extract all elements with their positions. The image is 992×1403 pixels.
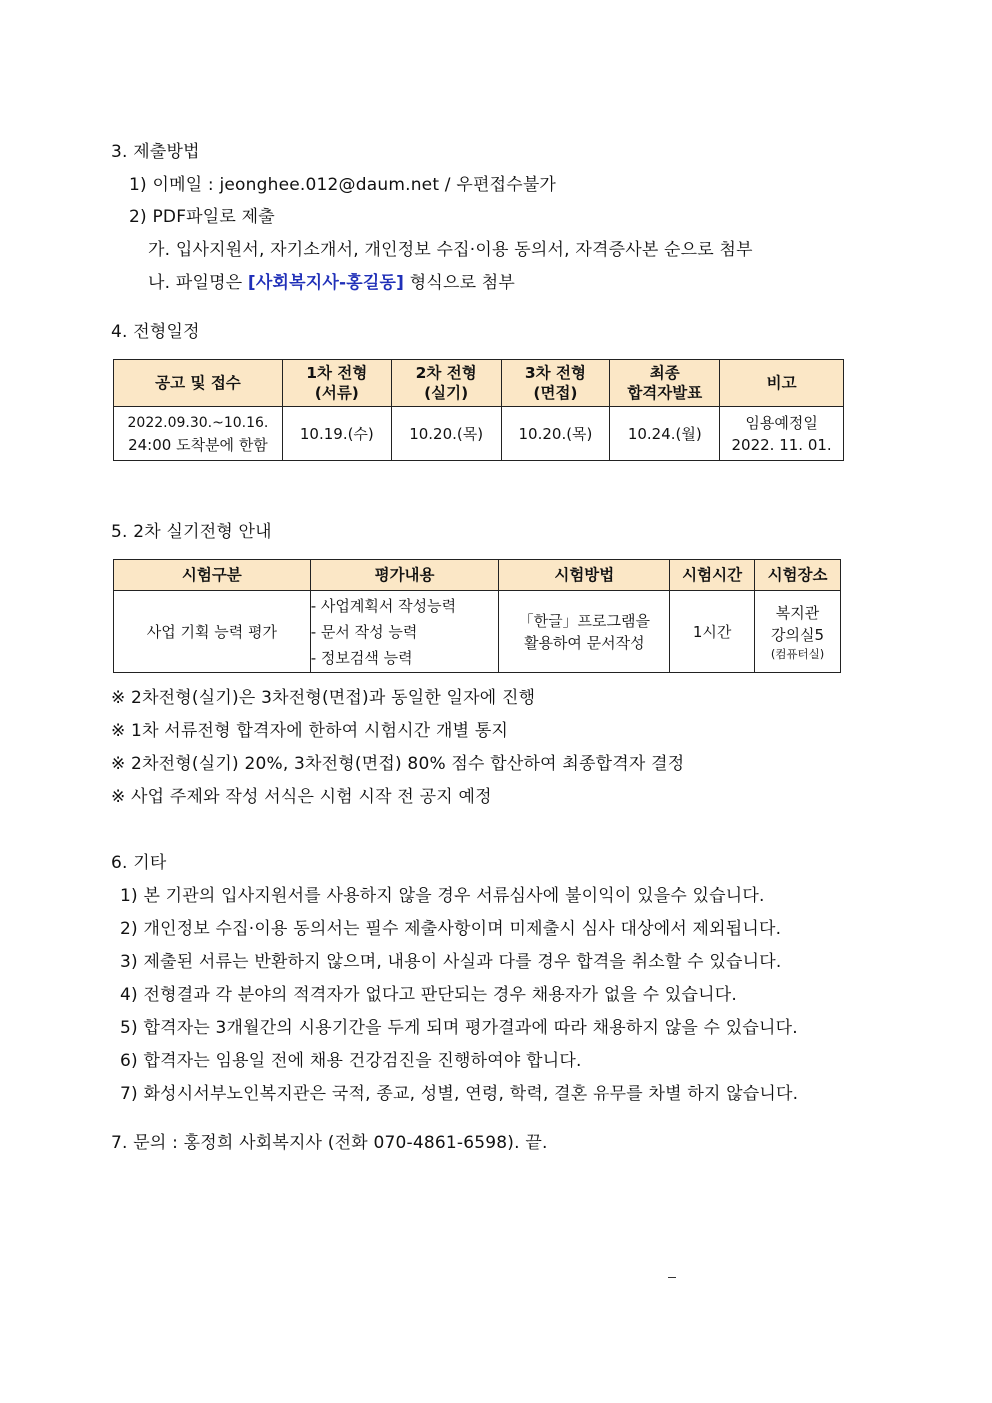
other-item-7: 7) 화성시서부노인복지관은 국적, 종교, 성별, 연령, 학력, 결혼 유무를 차별 하지 않습니다.	[120, 1084, 799, 1104]
exam-row	[114, 591, 841, 673]
other-item-4: 4) 전형결과 각 분야의 적격자가 없다고 판단되는 경우 채용자가 없을 수 있습니다.	[120, 985, 737, 1005]
submit-pdf-line: 2) PDF파일로 제출	[129, 207, 275, 227]
schedule-table	[113, 359, 844, 461]
exam-header-row	[114, 560, 841, 591]
schedule-cell-round3: 10.20.(목)	[501, 407, 610, 461]
exam-note-2: ※ 1차 서류전형 합격자에 한하여 시험시간 개별 통지	[111, 721, 509, 741]
exam-cell-content	[310, 591, 499, 673]
contact-line: 7. 문의 : 홍정희 사회복지사 (전화 070-4861-6598). 끝.	[111, 1133, 548, 1153]
schedule-header-round2: 2차 전형 (실기)	[391, 360, 501, 407]
schedule-header-notice: 공고 및 접수	[114, 360, 283, 407]
section-6-title: 6. 기타	[111, 853, 167, 873]
schedule-header-round3: 3차 전형 (면접)	[501, 360, 610, 407]
submit-email-line: 1) 이메일 : jeonghee.012@daum.net / 우편접수불가	[129, 175, 557, 195]
exam-cell-method: 「한글」프로그램을 활용하여 문서작성	[499, 591, 670, 673]
schedule-header-round1: 1차 전형 (서류)	[282, 360, 391, 407]
exam-cell-time: 1시간	[670, 591, 755, 673]
exam-cell-place: 복지관 강의실5 (컴퓨터실)	[755, 591, 841, 673]
other-item-5: 5) 합격자는 3개월간의 시용기간을 두게 되며 평가결과에 따라 채용하지 않을 수 있습니다.	[120, 1018, 798, 1038]
submit-filename-line	[148, 272, 515, 294]
schedule-row	[114, 407, 844, 461]
other-item-2: 2) 개인정보 수집·이용 동의서는 필수 제출사항이며 미제출시 심사 대상에서 제외됩니다.	[120, 919, 782, 939]
content-item: - 정보검색 능력	[310, 648, 413, 667]
schedule-header-final: 최종 합격자발표	[610, 360, 720, 407]
other-item-1: 1) 본 기관의 입사지원서를 사용하지 않을 경우 서류심사에 불이익이 있을수 있습니다.	[120, 886, 765, 906]
section-3-title: 3. 제출방법	[111, 142, 200, 162]
exam-header-place: 시험장소	[755, 560, 841, 591]
filename-prefix: 나. 파일명은	[148, 273, 248, 293]
other-item-6: 6) 합격자는 임용일 전에 채용 건강검진을 진행하여야 합니다.	[120, 1051, 582, 1071]
content-item: - 문서 작성 능력	[310, 622, 418, 641]
exam-header-content: 평가내용	[310, 560, 499, 591]
exam-cell-category: 사업 기획 능력 평가	[114, 591, 311, 673]
page-divider-mark	[668, 1277, 676, 1278]
exam-header-time: 시험시간	[670, 560, 755, 591]
schedule-header-remarks: 비고	[720, 360, 844, 407]
exam-header-category: 시험구분	[114, 560, 311, 591]
exam-note-4: ※ 사업 주제와 작성 서식은 시험 시작 전 공지 예정	[111, 787, 492, 807]
practical-exam-table	[113, 559, 841, 673]
schedule-cell-round2: 10.20.(목)	[391, 407, 501, 461]
schedule-cell-round1: 10.19.(수)	[282, 407, 391, 461]
filename-example: [사회복지사-홍길동]	[247, 273, 405, 293]
schedule-cell-remarks: 임용예정일 2022. 11. 01.	[720, 407, 844, 461]
exam-note-3: ※ 2차전형(실기) 20%, 3차전형(면접) 80% 점수 합산하여 최종합격자 결정	[111, 754, 685, 774]
exam-header-method: 시험방법	[499, 560, 670, 591]
content-item: - 사업계획서 작성능력	[310, 596, 457, 615]
section-5-title: 5. 2차 실기전형 안내	[111, 522, 272, 542]
submit-attach-order: 가. 입사지원서, 자기소개서, 개인정보 수집·이용 동의서, 자격증사본 순으로 첨부	[148, 240, 753, 260]
schedule-header-row	[114, 360, 844, 407]
section-4-title: 4. 전형일정	[111, 322, 200, 342]
schedule-cell-period: 2022.09.30.~10.16. 24:00 도착분에 한함	[114, 407, 283, 461]
exam-note-1: ※ 2차전형(실기)은 3차전형(면접)과 동일한 일자에 진행	[111, 688, 536, 708]
schedule-cell-final: 10.24.(월)	[610, 407, 720, 461]
filename-suffix: 형식으로 첨부	[404, 273, 516, 293]
other-item-3: 3) 제출된 서류는 반환하지 않으며, 내용이 사실과 다를 경우 합격을 취소할 수 있습니다.	[120, 952, 782, 972]
